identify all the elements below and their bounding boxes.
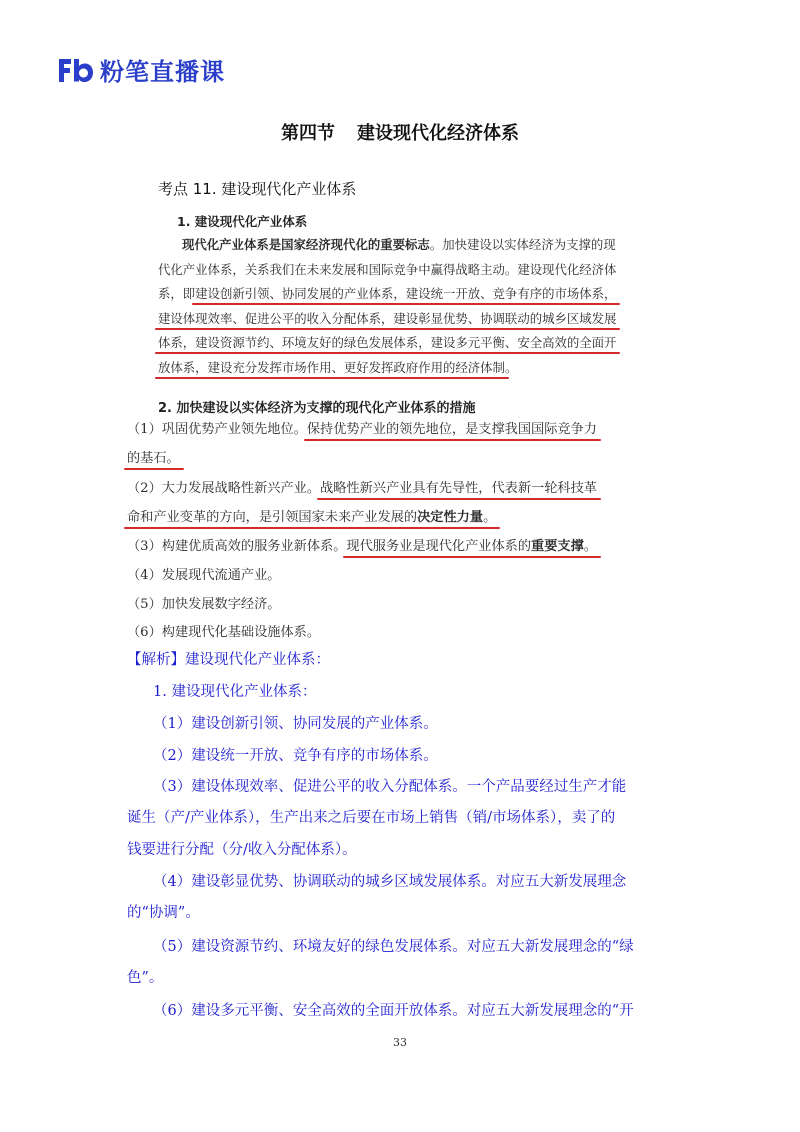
- underlined-text: 保持优势产业的领先地位，是支撑我国国际竞争力: [306, 422, 597, 437]
- page-number: 33: [393, 1036, 407, 1049]
- fb-logo-icon: [56, 53, 94, 87]
- paragraph-1: [158, 233, 658, 380]
- analysis-line: 诞生（产/产业体系），生产出来之后要在市场上销售（销/市场体系），卖了的: [127, 810, 616, 826]
- analysis-line: 的“协调”。: [127, 905, 200, 921]
- measure-2-cont-text: 命和产业变革的方向，是引领国家未来产业发展的: [127, 510, 418, 525]
- para1-line3-pre: 系，即: [158, 286, 196, 301]
- analysis-line: （6）建设多元平衡、安全高效的全面开放体系。对应五大新发展理念的“开: [153, 1003, 634, 1019]
- underlined-text: 战略性新兴产业具有先导性，代表新一轮科技革: [320, 481, 597, 496]
- analysis-line: 1. 建设现代化产业体系：: [153, 684, 317, 700]
- measure-6: （6）构建现代化基础设施体系。: [127, 625, 321, 640]
- measure-5: （5）加快发展数字经济。: [127, 597, 281, 612]
- analysis-line: 钱要进行分配（分/收入分配体系）。: [127, 842, 357, 858]
- section-title: [0, 119, 800, 145]
- measure-1: [127, 418, 597, 437]
- measure-3-text: 现代服务业是现代化产业体系的: [346, 539, 532, 554]
- measure-2-bold: 决定性力量: [417, 510, 484, 525]
- underlined-text: 建设体现效率、促进公平的收入分配体系，建设彰显优势、协调联动的城乡区域发展: [158, 310, 617, 326]
- measure-2: [127, 477, 597, 496]
- subheading-1: 1. 建设现代化产业体系: [177, 214, 308, 229]
- section-name: 建设现代化经济体系: [357, 123, 519, 144]
- analysis-line: （4）建设彰显优势、协调联动的城乡区域发展体系。对应五大新发展理念: [153, 874, 627, 890]
- brand-logo: [56, 52, 225, 87]
- para1-line-6: [158, 356, 658, 381]
- measure-2-label: （2）大力发展战略性新兴产业。: [127, 481, 321, 496]
- analysis-line: （2）建设统一开放、竞争有序的市场体系。: [153, 748, 438, 764]
- para1-line-3: [158, 282, 658, 307]
- measure-1-cont: [127, 447, 180, 466]
- measure-3: [127, 535, 597, 554]
- analysis-line: （1）建设创新引领、协同发展的产业体系。: [153, 716, 438, 732]
- analysis-heading: 【解析】建设现代化产业体系：: [127, 652, 330, 668]
- section-number: 第四节: [281, 123, 335, 144]
- measure-2-end: 。: [483, 510, 497, 525]
- underlined-text: [346, 539, 597, 554]
- underlined-text: [127, 510, 496, 525]
- underlined-text: 建设创新引领、协同发展的产业体系，建设统一开放、竞争有序的市场体系，: [195, 286, 617, 301]
- para1-line-4: [158, 307, 658, 332]
- underlined-text: 体系，建设资源节约、环境友好的绿色发展体系，建设多元平衡、安全高效的全面开: [158, 335, 617, 350]
- measure-2-cont: [127, 506, 496, 525]
- underlined-text: 的基石。: [127, 451, 180, 466]
- para1-line-1: [158, 233, 658, 258]
- measure-3-bold: 重要支撑: [531, 539, 584, 554]
- kaodian-heading: 考点 11. 建设现代化产业体系: [158, 180, 357, 198]
- para1-line6-end: 。: [504, 359, 518, 375]
- subheading-2: 2. 加快建设以实体经济为支撑的现代化产业体系的措施: [158, 401, 476, 416]
- para1-bold-lead: 现代化产业体系是国家经济现代化的重要标志: [182, 237, 430, 252]
- analysis-line: 色”。: [127, 970, 164, 986]
- brand-name: 粉笔直播课: [100, 58, 225, 86]
- analysis-line: （5）建设资源节约、环境友好的绿色发展体系。对应五大新发展理念的“绿: [153, 939, 634, 955]
- para1-line-2: 代化产业体系，关系我们在未来发展和国际竞争中赢得战略主动。建设现代化经济体: [158, 261, 617, 277]
- para1-line-5: [158, 331, 658, 356]
- measure-1-label: （1）巩固优势产业领先地位。: [127, 422, 307, 437]
- analysis-line: （3）建设体现效率、促进公平的收入分配体系。一个产品要经过生产才能: [153, 779, 627, 795]
- measure-3-end: 。: [583, 539, 597, 554]
- measure-3-label: （3）构建优质高效的服务业新体系。: [127, 539, 347, 554]
- measure-4: （4）发展现代流通产业。: [127, 568, 281, 583]
- underlined-text: 放体系，建设充分发挥市场作用、更好发挥政府作用的经济体制: [158, 359, 505, 375]
- para1-line1-rest: 。加快建设以实体经济为支撑的现: [429, 237, 616, 252]
